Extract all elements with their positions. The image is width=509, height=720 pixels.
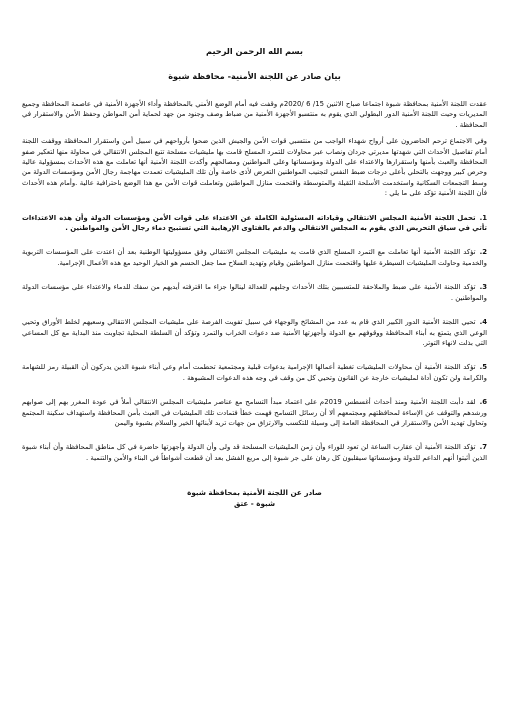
item-text: لقد دأبت اللجنة الأمنية ومنذ أحداث أغسطس 2019م على اعتماد مبدأ التسامح مع عناصر مليشيات المجلس الانتقالي أملاً في عودة المغرر بهم إلى صوابهم ورشدهم والتوقف عن الإساءة لمحافظتهم ومجتمعهم ألا أن رسائل التسامح فهمت خطأ فتمادت تلك المليشيات في العبث بأمن المحافظة واستهداف سكينة المجتمع وتحاول تهديد الأمن والاستقرار في المحافظة العامة إلى وسيلة للتكسب والارتزاق من جهات تريد لأبنائها الخير والسلام بشبوة واليمن xyxy=(22,398,487,427)
item-text: تؤكد اللجنة الأمنية أنها تعاملت مع التمرد المسلح الذي قامت به مليشيات المجلس الانتقالي وفق مسؤوليتها الوطنية بعد أن اعتدت على المؤسسات التربوية والخدمية وحاولت المليشيات السيطرة عليها واقتحمت منازل المواطنين وقيام وتهديد السلاح مما جعل الحسم هو الخيار الوحيد مع هذه الأعمال الإجرامية. xyxy=(22,248,487,267)
document-subject: بيان صادر عن اللجنة الأمنية- محافظة شبوة xyxy=(168,71,341,81)
item-number: 5. xyxy=(479,363,487,372)
statement-item xyxy=(22,213,487,234)
item-number: 2. xyxy=(479,248,487,257)
item-number: 1. xyxy=(479,213,487,222)
item-number: 4. xyxy=(479,318,487,327)
item-number: 3. xyxy=(479,283,487,292)
item-number: 6. xyxy=(479,398,487,407)
basmala: بسم الله الرحمن الرحيم xyxy=(206,46,303,56)
item-text: تؤكد اللجنة الأمنية على ضبط والملاحقة للمتسببين بتلك الأحداث وجلبهم للعدالة لينالوا جزاء ما اقترفته أيديهم من سفك للدماء والاعتداء على مؤسسات الدولة والمواطنين . xyxy=(22,283,487,302)
signature-line-issuer: صادر عن اللجنة الأمنية بمحافظة شبوة xyxy=(187,488,322,498)
statement-items xyxy=(22,213,487,464)
intro-paragraph-1: عقدت اللجنة الأمنية بمحافظة شبوة اجتماعا صباح الاثنين 15/ 6 /2020م وقفت فيه أمام الوضع الأمني بالمحافظة وأداء الأجهزة الأمنية في عاصمة المحافظة وجميع المديريات وحيت اللجنة الأمنية الدور البطولي الذي يقوم به منتسبو الأجهزة الأمنية من ضباط وصف وجنود من جهد لحماية أمن المواطن وحفظ الأمن والاستقرار في المحافظة . xyxy=(22,100,488,129)
statement-item xyxy=(22,282,487,303)
signature-line-place: شبوة - عتق xyxy=(233,499,276,509)
statement-item xyxy=(22,442,487,463)
signature-block xyxy=(22,487,487,509)
statement-item xyxy=(22,397,487,428)
item-text: تحيي اللجنة الأمنية الدور الكبير الذي قام به عدد من المشائخ والوجهاء في سبيل تفويت الفرصة على مليشيات المجلس الانتقالي وسعيهم لخلط الأوراق وتحيي الوعي الذي يتمتع به أبناء المحافظة ووقوفهم مع الدولة وأجهزتها الأمنية ضد دعوات الخراب والتمرد وتؤكد أن السلطة المحلية تجاوبت منذ البداية مع كل المساعي التي بذلت لانهاء التوتر. xyxy=(22,318,487,347)
document-page xyxy=(22,14,487,712)
item-number: 7. xyxy=(479,443,487,452)
intro-paragraph-2: وفي الاجتماع ترحم الحاضرون على أرواح شهداء الواجب من منتسبي قوات الأمن والجيش الذين ضحوا بأرواحهم في سبيل أمن واستقرار المحافظة ووقفت اللجنة أمام تفاصيل الأحداث التي شهدتها مديرتي جردان ونصاب عبر محاولات للتمرد المسلح قامت بها مليشيات مسلحة تتبع المجلس الانتقالي في محاولة منها لتعكير صفو المحافظة والعبث بأمنها واستقرارها والاعتداء على الدولة ومؤسساتها وعلى المواطنين ومصالحهم وأكدت اللجنة الأمنية أنها تعاملت مع هذه الأحداث بمسؤولية عالية وحرص كبير ووجهت بالتحلي بأعلى درجات ضبط النفس لتجنيب المواطنين التعرض لأذى خاصة وأن تلك المليشيات تعمدت مهاجمة رجال الأمن ومؤسسات الدولة من وسط التجمعات السكانية واستخدمت الأسلحة الثقيلة والمتوسطة واقتحمت منازل المواطنين وتعاملت قوات الأمن مع هذا الوضع باحترافية عالية .وأمام هذه الأحداث فأن اللجنة الأمنية تؤكد على ما يلي : xyxy=(22,137,487,198)
statement-item xyxy=(22,317,487,348)
item-text: تؤكد اللجنة الأمنية أن عقارب الساعة لن تعود للوراء وأن زمن المليشيات المسلحة قد ولى وأن الدولة وأجهزتها حاضرة في كل مناطق المحافظة وأن أبناء شبوة الذين أثبتوا أنهم الداعم للدولة ومؤسساتها سيقلبون كل رهان على جر شبوة إلى مربع الفشل بعد أن قطعت أشواطاً في البناء والأمن والتنمية . xyxy=(22,443,487,462)
statement-item xyxy=(22,362,487,383)
item-text: تحمل اللجنة الأمنية المجلس الانتقالي وقياداته المسئولية الكاملة عن الاعتداء على قوات الأمن ومؤسسات الدولة وأن هذه الاعتداءات تأتي في سياق التحريض الذي يقوم به المجلس الانتقالي والدعم بالفتاوى الإرهابية التي تستبيح دماء رجال الأمن والمواطنين . xyxy=(22,213,487,233)
statement-item xyxy=(22,247,487,268)
item-text: تؤكد اللجنة الأمنية أن محاولات المليشيات تغطية أعمالها الإجرامية بدعوات قبلية ومجتمعية تحطمت أمام وعي أبناء شبوة الذين يدركون أن القبيلة رمز للشهامة والكرامة ولن تكون أداة لمليشيات خارجة عن القانون وتحيي كل من وقف في وجه هذه الدعوات المشبوهة . xyxy=(22,363,487,382)
